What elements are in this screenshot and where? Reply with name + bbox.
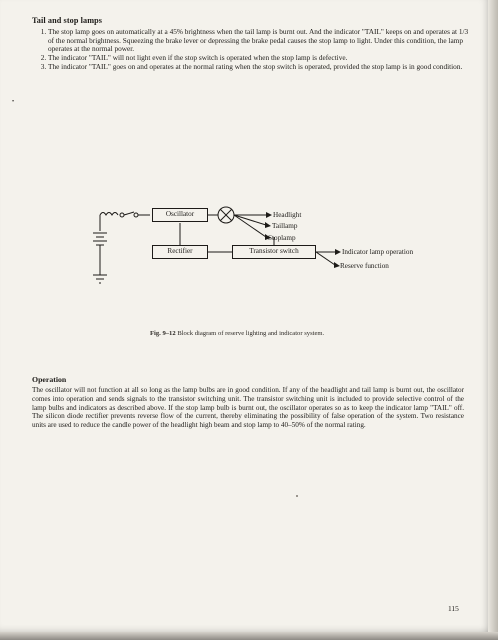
figure-number: Fig. 9–12 — [150, 330, 176, 337]
rectifier-block: Rectifier — [152, 245, 208, 259]
oscillator-block: Oscillator — [152, 208, 208, 222]
contact-terminal — [120, 213, 124, 217]
page-number: 115 — [448, 604, 459, 613]
block-diagram — [80, 195, 420, 305]
page-edge-bottom — [0, 632, 498, 640]
list-item: 2. The indicator "TAIL" will not light even if the stop switch is operated when the stop lamp is defective. — [48, 54, 476, 63]
arrowhead — [266, 212, 272, 218]
list-item: 1. The stop lamp goes on automatically at a 45% brightness when the tail lamp is burnt out. And the indicator "TAIL" keeps on and operates at 1/3 of the normal brightness. Squeezing the brake lever or depressing the brake pedal causes the stop lamp to light. Under this condition, the lamp operates at the normal power. — [48, 28, 476, 54]
contact-terminal — [134, 213, 138, 217]
operation-heading: Operation — [32, 375, 67, 384]
section-heading: Tail and stop lamps — [32, 16, 103, 25]
figure-caption — [150, 330, 324, 337]
stoplamp-label: Stoplamp — [268, 234, 296, 242]
list-item: 3. The indicator "TAIL" goes on and operates at the normal rating when the stop switch is operated, provided the stop lamp is in good condition. — [48, 63, 476, 72]
taillamp-label: Taillamp — [272, 222, 298, 230]
figure-caption-text: Block diagram of reserve lighting and indicator system. — [177, 330, 325, 337]
transistor-switch-block: Transistor switch — [232, 245, 316, 259]
headlight-label: Headlight — [273, 211, 302, 219]
coil-symbol — [100, 213, 118, 216]
page-edge-right — [488, 0, 498, 640]
paper-speck — [296, 495, 298, 497]
operation-paragraph: The oscillator will not function at all so long as the lamp bulbs are in good condition. If any of the headlight and tail lamp is burnt out, the oscillator comes into operation and sends signals to the transistor switching unit. The transistor switching unit is included to provide selective control of the lamp bulbs and indicators as described above. If the stop lamp bulb is burnt out, the oscillator operates so as to keep the indicator lamp "TAIL" off. The silicon diode rectifier prevents reverse flow of the current, thereby eliminating the possibility of false operation of the system. Two resistance units are used to reduce the candle power of the headlight high beam and stop lamp to 40–50% of the normal rating. — [32, 386, 464, 430]
lamp-behavior-list — [32, 28, 476, 72]
arrowhead — [335, 249, 341, 255]
margin-mark: • — [12, 99, 15, 105]
indicator-label: Indicator lamp operation — [342, 248, 414, 256]
reserve-label: Reserve function — [340, 262, 389, 270]
arrowhead — [265, 222, 271, 228]
